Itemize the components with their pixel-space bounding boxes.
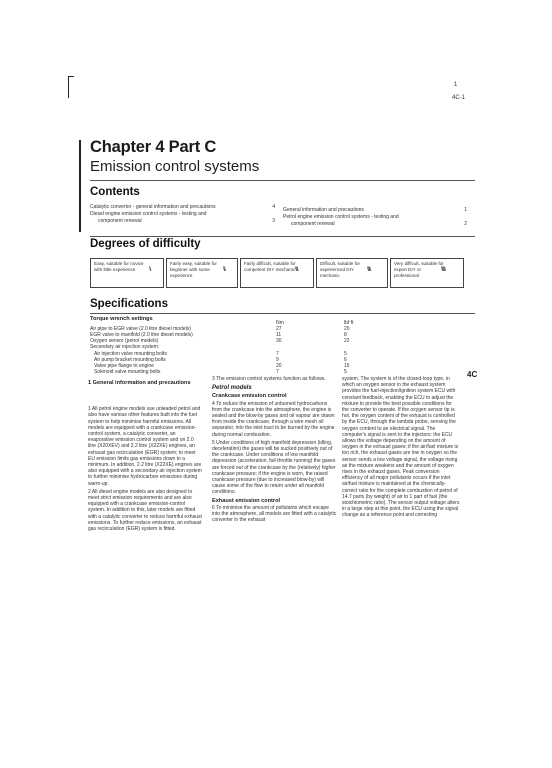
contents-entry: Catalytic converter - general information and precautions 4 [90, 204, 275, 210]
paragraph: 5 Under conditions of high manifold depression (idling, deceleration) the gases will be sucked positively out of the crankcase. Under conditions of low manifold depression (acceleration, full-throttle running) the gases are forced out of the crankcase by the (relatively) higher crankcase pressure; if the engine is worn, the raised crankcase pressure (due to increased blow-by) will cause some of the flow to return under all manifold conditions. [212, 439, 336, 496]
contents-entry: component renewal 2 [291, 221, 467, 227]
margin-mark [68, 76, 69, 98]
difficulty-heading: Degrees of difficulty [90, 238, 201, 250]
margin-mark-top [68, 76, 74, 77]
body-column-1 [88, 378, 202, 534]
difficulty-level-3 [240, 258, 314, 288]
difficulty-level-1 [90, 258, 164, 288]
difficulty-text: Easy, suitable for novice with little experience [94, 261, 144, 272]
torque-row: Oxygen sensor (petrol models) 30 22 [90, 338, 350, 344]
spanner-icon: \\\ [223, 267, 226, 273]
title-rule [90, 180, 475, 181]
paragraph: 2 All diesel engine models are also designed to meet strict emission requirements and are also equipped with a crankcase emission-control system. In addition to this, later models are fitted with a catalytic converter to reduce harmful exhaust emissions. To further reduce emissions, an exhaust gas recirculation (EGR) system is fitted. [88, 488, 202, 533]
torque-header [90, 316, 450, 326]
page-number: 1 [454, 82, 458, 88]
paragraph: system. The system is of the closed-loop type, in which an oxygen sensor in the exhaust system provides the fuel-injection/ignition system ECU with constant feedback, enabling the ECU to adjust the mixture to provide the best possible conditions for the converter to operate. If the oxygen sensor tip is hot, the oxygen content of the exhaust is controlled by the ECU, through the lambda probe, sensing the oxygen content to an electrical signal. The computer's signal is sent to the injectors: the ECU allows the voltage depending on the amount of oxygen in the exhaust gases; if the air/fuel mixture is too rich, the exhaust gases are low in oxygen so the sensor sends a low voltage signal, the voltage rising as the mixture weakens and the amount of oxygen rises in the exhaust gases. Peak conversion efficiency of all major pollutants occurs if the inlet air/fuel mixture is maintained at the chemically-correct ratio for the complete combustion of petrol of 14.7 parts (by weight) of air to 1 part of fuel (the stoichiometric ratio). The sensor output voltage alters in a large step at this point, the ECU using the signal change as a reference point and correcting [342, 376, 460, 519]
torque-row: Valve pipe flange to engine 20 15 [94, 363, 350, 369]
section-title: 1 General information and precautions [88, 380, 191, 386]
body-column-3 [342, 376, 460, 521]
difficulty-level-5 [390, 258, 464, 288]
torque-heading: Torque wrench settings [90, 316, 153, 322]
difficulty-level-2 [166, 258, 238, 288]
specs-rule [90, 313, 475, 314]
difficulty-rule [90, 236, 475, 237]
spanner-icon: \\\\ [295, 267, 298, 273]
subsection-heading: Exhaust emission control [212, 497, 281, 504]
difficulty-text: Very difficult, suitable for expert DIY or professional [394, 261, 444, 278]
torque-row: EGR valve to manifold (2.0 litre diesel models) 11 8 [90, 332, 347, 338]
page-code: 4C-1 [452, 95, 466, 101]
difficulty-level-4 [316, 258, 388, 288]
chapter-title: Chapter 4 Part C [90, 138, 217, 156]
contents-heading: Contents [90, 186, 140, 198]
specs-heading: Specifications [90, 298, 168, 310]
subsection-heading: Crankcase emission control [212, 393, 287, 400]
contents-entry: Diesel engine emission control systems - testing and [90, 211, 207, 217]
torque-row: Air pump bracket mounting bolts 9 6 [94, 357, 347, 363]
spanner-icon: \\\\\ [367, 267, 371, 273]
col-lbfft: lbf ft [344, 320, 354, 326]
contents-entry: Petrol engine emission control systems - testing and [283, 214, 399, 220]
col-nm: Nm [276, 320, 284, 326]
title-bar [79, 140, 81, 232]
difficulty-text: Fairly easy, suitable for beginner with some experience [170, 261, 217, 278]
torque-row: Secondary air injection system: [90, 344, 160, 350]
torque-row: Air injection valve mounting bolts 7 5 [94, 351, 347, 357]
contents-entry: component renewal 3 [98, 218, 275, 224]
chapter-subtitle: Emission control systems [90, 158, 260, 175]
contents-entry: General information and precautions 1 [283, 207, 467, 213]
spanner-icon: \\ [149, 267, 151, 273]
side-code: 4C [467, 370, 478, 379]
difficulty-text: Fairly difficult, suitable for competent DIY mechanic [244, 261, 296, 272]
torque-row: Solenoid valve mounting bolts 7 5 [94, 369, 347, 375]
torque-row: Air pipe to EGR valve (2.0 litre diesel models) 27 20 [90, 326, 350, 332]
paragraph: 4 To reduce the emission of unburned hydrocarbons from the crankcase into the atmosphere, the engine is sealed and the blow-by gases and oil vapour are drawn from inside the crankcase, through a wire mesh oil separator, into the inlet tract to be burned by the engine during normal combustion. [212, 400, 335, 438]
spanner-icon: \\\\\\ [441, 267, 446, 273]
paragraph: 3 The emission control systems function as follows. [212, 376, 326, 382]
difficulty-text: Difficult, suitable for experienced DIY mechanic [320, 261, 361, 278]
body-column-2 [212, 376, 337, 525]
paragraph: 6 To minimise the amount of pollutants which escape into the atmosphere, all models are fitted with a catalytic converter in the exhaust [212, 504, 337, 524]
subsection-heading: Petrol models [212, 385, 252, 392]
paragraph: 1 All petrol engine models use unleaded petrol and also have various other features built into the fuel system to help minimise harmful emissions. All models are equipped with a crankcase emission-control system, a catalytic converter, an evaporative emission control system and on 2.0 litre (X20XEV) and 2.2 litre (X22XE) engines, an exhaust gas recirculation (EGR) system; to meet EU emission limits gas emissions down to a minimum. In addition, 2.2 litre (X22XE) engines are also equipped with a secondary air injection system to further minimise hydrocarbon emissions during warm-up. [88, 406, 202, 487]
